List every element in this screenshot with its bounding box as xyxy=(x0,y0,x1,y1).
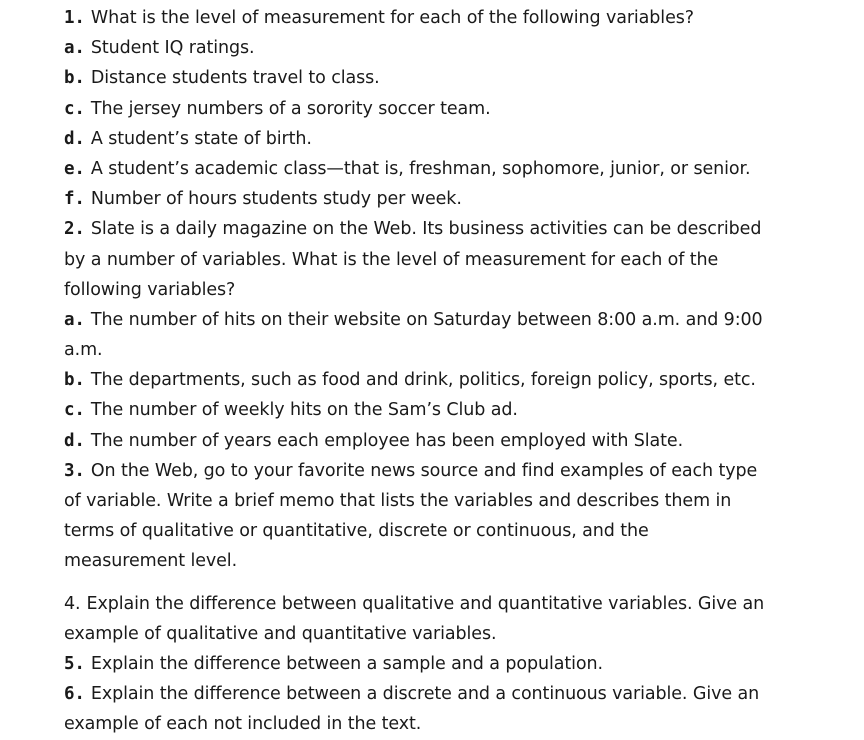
question-1-part-d xyxy=(64,124,854,154)
question-3-line-3: terms of qualitative or quantitative, discrete or continuous, and the xyxy=(64,521,649,542)
question-1-part-a xyxy=(64,33,854,63)
part-letter: f. xyxy=(64,189,85,210)
part-text: A student’s academic class—that is, freshman, sophomore, junior, or senior. xyxy=(90,158,751,179)
section-gap xyxy=(64,577,854,589)
question-4-line-1 xyxy=(64,589,854,619)
part-letter: c. xyxy=(64,98,85,119)
question-2-line-2: by a number of variables. What is the level of measurement for each of the xyxy=(64,249,719,270)
question-text: Slate is a daily magazine on the Web. Its business activities can be described xyxy=(90,219,762,240)
part-text: Distance students travel to class. xyxy=(90,68,380,89)
part-text: The jersey numbers of a sorority soccer team. xyxy=(90,98,491,119)
question-text: On the Web, go to your favorite news source and find examples of each type xyxy=(90,460,758,481)
question-5 xyxy=(64,649,854,679)
question-text: Explain the difference between a sample and a population. xyxy=(90,653,603,674)
question-1-part-b xyxy=(64,63,854,93)
question-2-part-c xyxy=(64,395,854,425)
question-number: 3. xyxy=(64,460,85,481)
question-text: Explain the difference between a discrete and a continuous variable. Give an xyxy=(90,684,760,705)
part-letter: a. xyxy=(64,38,85,59)
part-text: Number of hours students study per week. xyxy=(90,189,462,210)
part-text: Student IQ ratings. xyxy=(90,38,255,59)
part-letter: d. xyxy=(64,128,85,149)
question-text: Explain the difference between qualitative and quantitative variables. Give an xyxy=(86,593,765,614)
part-text: The number of hits on their website on Saturday between 8:00 a.m. and 9:00 xyxy=(90,309,763,330)
question-2-part-a xyxy=(64,305,854,335)
question-2-line-3: following variables? xyxy=(64,279,236,300)
question-2-part-b xyxy=(64,365,854,395)
question-2-part-d xyxy=(64,426,854,456)
question-6-line-2: example of each not included in the text. xyxy=(64,714,422,735)
question-number: 5. xyxy=(64,653,85,674)
part-letter: e. xyxy=(64,158,85,179)
part-text: A student’s state of birth. xyxy=(90,128,312,149)
question-2-line-1 xyxy=(64,214,854,244)
question-1 xyxy=(64,3,854,33)
question-number: 6. xyxy=(64,684,85,705)
part-text: The departments, such as food and drink, politics, foreign policy, sports, etc. xyxy=(90,370,756,391)
question-number: 2. xyxy=(64,219,85,240)
question-2-part-a-continued: a.m. xyxy=(64,340,103,361)
question-4-line-2: example of qualitative and quantitative variables. xyxy=(64,623,497,644)
part-text: The number of years each employee has been employed with Slate. xyxy=(90,430,684,451)
part-text: The number of weekly hits on the Sam’s Club ad. xyxy=(90,400,518,421)
question-number: 1. xyxy=(64,8,85,28)
question-number: 4. xyxy=(64,593,81,614)
question-3-line-4: measurement level. xyxy=(64,551,238,572)
part-letter: b. xyxy=(64,68,85,89)
question-3-line-2: of variable. Write a brief memo that lists the variables and describes them in xyxy=(64,491,732,511)
question-1-part-e xyxy=(64,154,854,184)
part-letter: d. xyxy=(64,430,85,451)
question-text: What is the level of measurement for each of the following variables? xyxy=(90,8,694,28)
part-letter: c. xyxy=(64,400,85,421)
part-letter: b. xyxy=(64,370,85,391)
question-1-part-c xyxy=(64,94,854,124)
question-3-line-1 xyxy=(64,456,854,486)
part-letter: a. xyxy=(64,309,85,330)
question-1-part-f xyxy=(64,184,854,214)
question-6-line-1 xyxy=(64,679,854,709)
